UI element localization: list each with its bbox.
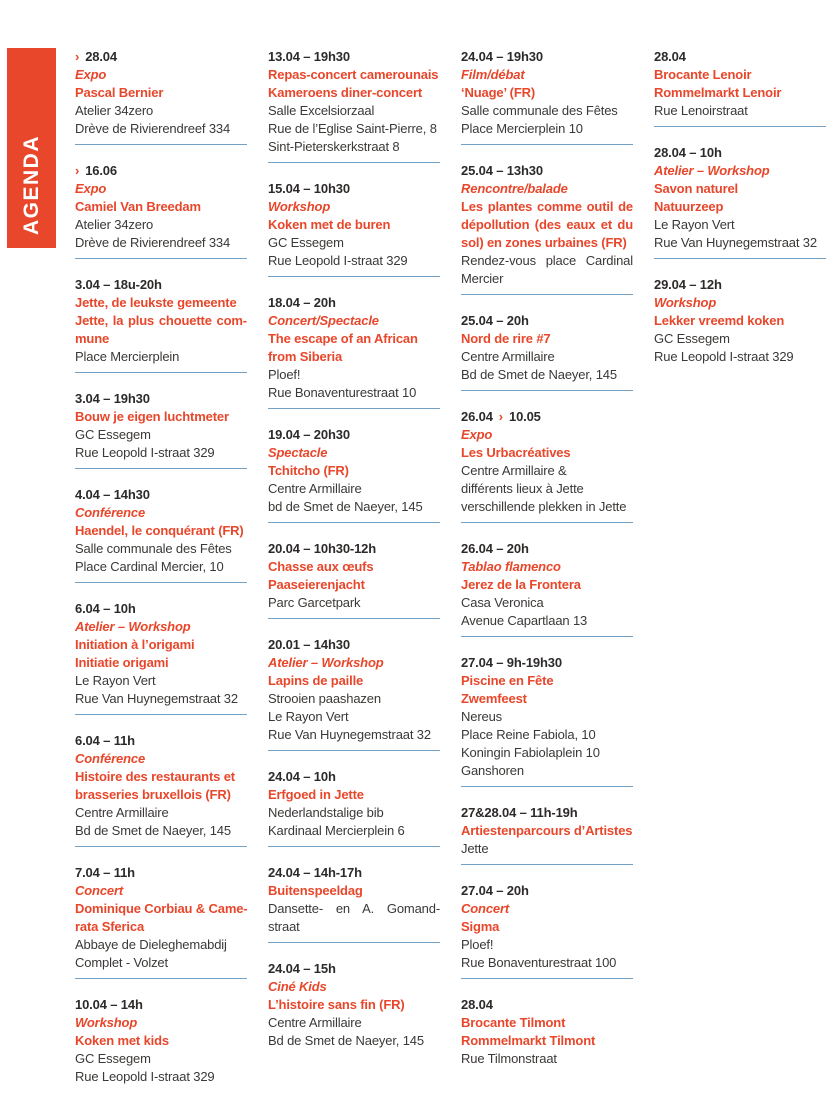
entry-category: Expo (75, 67, 107, 82)
entry-divider (75, 846, 247, 847)
entry-detail: Rue Leopold I-straat 329 (654, 349, 794, 364)
entry-title: Jerez de la Frontera (461, 577, 581, 592)
entry-title: Les Urbacréatives (461, 445, 571, 460)
agenda-column (461, 48, 633, 1086)
entry-category: Expo (461, 427, 493, 442)
entry-detail: Rue Van Huynegemstraat 32 (268, 727, 431, 742)
entry-divider (75, 144, 247, 145)
agenda-entry (75, 390, 247, 462)
entry-detail: GC Essegem (75, 427, 151, 442)
entry-divider (75, 714, 247, 715)
entry-divider (654, 126, 826, 127)
entry-title: brasseries bruxellois (FR) (75, 787, 231, 802)
entry-title: dépollution (des eaux et du (461, 217, 633, 232)
entry-category: Atelier – Workshop (654, 163, 770, 178)
agenda-entry (268, 426, 440, 516)
entry-title: Koken met de buren (268, 217, 391, 232)
entry-detail: Le Rayon Vert (654, 217, 735, 232)
entry-detail: GC Essegem (75, 1051, 151, 1066)
entry-title: Brocante Lenoir (654, 67, 752, 82)
agenda-banner (7, 48, 56, 248)
entry-date: 29.04 – 12h (654, 277, 722, 292)
agenda-entry (461, 312, 633, 384)
entry-detail: Rue Van Huynegemstraat 32 (75, 691, 238, 706)
entry-title: Buitenspeeldag (268, 883, 363, 898)
entry-detail: Ganshoren (461, 763, 524, 778)
entry-detail: Atelier 34zero (75, 217, 154, 232)
entry-divider (75, 258, 247, 259)
entry-detail: Salle communale des Fêtes (75, 541, 232, 556)
entry-date: 7.04 – 11h (75, 865, 135, 880)
entry-detail: Place Mercierplein 10 (461, 121, 583, 136)
agenda-entry (654, 144, 826, 252)
entry-divider (268, 846, 440, 847)
agenda-entry (75, 996, 247, 1086)
entry-category: Expo (75, 181, 107, 196)
entry-title: Natuurzeep (654, 199, 724, 214)
entry-title: The escape of an African (268, 331, 418, 346)
entry-category: Concert (461, 901, 510, 916)
entry-title: Zwemfeest (461, 691, 527, 706)
entry-divider (461, 144, 633, 145)
agenda-entry (75, 276, 247, 366)
entry-title: Lapins de paille (268, 673, 364, 688)
entry-divider (268, 276, 440, 277)
entry-title: Savon naturel (654, 181, 739, 196)
entry-divider (654, 258, 826, 259)
entry-date: 18.04 – 20h (268, 295, 336, 310)
agenda-banner-label: AGENDA (19, 134, 43, 235)
agenda-entry (461, 804, 633, 858)
entry-category: Conférence (75, 751, 146, 766)
entry-detail: Centre Armillaire (75, 805, 169, 820)
entry-title: Initiation à l’origami (75, 637, 195, 652)
agenda-entry (461, 408, 633, 516)
entry-detail: Nereus (461, 709, 503, 724)
entry-detail: Nederlandstalige bib (268, 805, 384, 820)
entry-divider (75, 372, 247, 373)
entry-detail: bd de Smet de Naeyer, 145 (268, 499, 423, 514)
entry-divider (268, 408, 440, 409)
agenda-entry (461, 540, 633, 630)
entry-category: Atelier – Workshop (75, 619, 191, 634)
entry-title: Rommelmarkt Tilmont (461, 1033, 596, 1048)
entry-detail: Drève de Rivierendreef 334 (75, 235, 231, 250)
entry-date: 20.04 – 10h30-12h (268, 541, 377, 556)
entry-date: 3.04 – 19h30 (75, 391, 150, 406)
entry-detail: Sint-Pieterskerkstraat 8 (268, 139, 400, 154)
agenda-entry (75, 864, 247, 972)
entry-detail: Drève de Rivierendreef 334 (75, 121, 231, 136)
entry-title: from Siberia (268, 349, 343, 364)
agenda-entry (268, 960, 440, 1050)
entry-title: Paaseierenjacht (268, 577, 365, 592)
entry-title: L’histoire sans fin (FR) (268, 997, 405, 1012)
entry-title: Kameroens diner-concert (268, 85, 423, 100)
entry-divider (268, 522, 440, 523)
entry-detail: Rue Lenoirstraat (654, 103, 748, 118)
entry-detail: Salle Excelsiorzaal (268, 103, 375, 118)
entry-divider (461, 294, 633, 295)
entry-date: 19.04 – 20h30 (268, 427, 350, 442)
entry-detail: Bd de Smet de Naeyer, 145 (75, 823, 231, 838)
agenda-entry (268, 294, 440, 402)
entry-detail: Place Mercierplein (75, 349, 180, 364)
entry-title: sol) en zones urbaines (FR) (461, 235, 627, 250)
entry-detail: straat (268, 919, 300, 934)
entry-detail: Rue Tilmonstraat (461, 1051, 557, 1066)
entry-divider (268, 750, 440, 751)
entry-title: rata Sferica (75, 919, 145, 934)
agenda-entry (75, 732, 247, 840)
agenda-column (75, 48, 247, 1086)
agenda-entry (75, 162, 247, 252)
entry-detail: Koningin Fabiolaplein 10 (461, 745, 600, 760)
entry-title: Erfgoed in Jette (268, 787, 364, 802)
entry-divider (75, 582, 247, 583)
entry-detail: Rue Leopold I-straat 329 (75, 445, 215, 460)
agenda-entry (268, 768, 440, 840)
entry-date: 25.04 – 13h30 (461, 163, 543, 178)
entry-title: Jette, de leukste gemeente (75, 295, 237, 310)
entry-date: 10.04 – 14h (75, 997, 143, 1012)
entry-detail: Avenue Capartlaan 13 (461, 613, 588, 628)
entry-date: 25.04 – 20h (461, 313, 529, 328)
agenda-entry (461, 996, 633, 1068)
agenda-entry (461, 654, 633, 780)
entry-detail: Salle communale des Fêtes (461, 103, 618, 118)
entry-date: 24.04 – 19h30 (461, 49, 543, 64)
entry-category: Tablao flamenco (461, 559, 561, 574)
agenda-entry (654, 276, 826, 366)
entry-date: 3.04 – 18u-20h (75, 277, 162, 292)
entry-category: Film/débat (461, 67, 525, 82)
chevron-icon: › (75, 163, 80, 178)
entry-title: ‘Nuage’ (FR) (461, 85, 536, 100)
entry-category: Ciné Kids (268, 979, 327, 994)
entry-detail: Ploef! (461, 937, 494, 952)
entry-detail: Bd de Smet de Naeyer, 145 (461, 367, 617, 382)
agenda-column (654, 48, 826, 1086)
entry-title: Jette, la plus chouette com- (75, 313, 247, 328)
entry-divider (461, 864, 633, 865)
entry-detail: Le Rayon Vert (268, 709, 349, 724)
entry-detail: Centre Armillaire (268, 1015, 362, 1030)
entry-category: Workshop (75, 1015, 138, 1030)
entry-category: Rencontre/balade (461, 181, 568, 196)
entry-date: 24.04 – 15h (268, 961, 336, 976)
entry-date: 26.04 – 20h (461, 541, 529, 556)
entry-detail: Rue de l’Eglise Saint-Pierre, 8 (268, 121, 437, 136)
agenda-entry (461, 48, 633, 138)
entry-category: Atelier – Workshop (268, 655, 384, 670)
entry-title: Haendel, le conquérant (FR) (75, 523, 244, 538)
agenda-column (268, 48, 440, 1086)
entry-detail: Strooien paashazen (268, 691, 381, 706)
entry-detail: Bd de Smet de Naeyer, 145 (268, 1033, 424, 1048)
entry-detail: différents lieux à Jette (461, 481, 584, 496)
entry-detail: Centre Armillaire (461, 349, 555, 364)
entry-title: Koken met kids (75, 1033, 169, 1048)
entry-divider (268, 942, 440, 943)
entry-title: Pascal Bernier (75, 85, 164, 100)
entry-detail: Casa Veronica (461, 595, 544, 610)
entry-detail: Place Cardinal Mercier, 10 (75, 559, 224, 574)
entry-category: Concert (75, 883, 124, 898)
entry-detail: Mercier (461, 271, 504, 286)
entry-date: 6.04 – 11h (75, 733, 135, 748)
entry-title: Dominique Corbiau & Came- (75, 901, 248, 916)
entry-detail: Rue Bonaventurestraat 10 (268, 385, 417, 400)
entry-divider (268, 618, 440, 619)
agenda-entry (75, 48, 247, 138)
entry-detail: Dansette- en A. Gomand- (268, 901, 440, 916)
entry-divider (75, 468, 247, 469)
entry-date: 15.04 – 10h30 (268, 181, 350, 196)
entry-category: Workshop (654, 295, 717, 310)
entry-date: › 28.04 (75, 49, 117, 64)
entry-category: Conférence (75, 505, 146, 520)
entry-divider (461, 390, 633, 391)
agenda-entry (268, 636, 440, 744)
entry-detail: Jette (461, 841, 489, 856)
agenda-entry (75, 600, 247, 708)
entry-date: 24.04 – 14h-17h (268, 865, 362, 880)
entry-title: Camiel Van Breedam (75, 199, 201, 214)
entry-date: 28.04 (654, 49, 686, 64)
agenda-entry (268, 180, 440, 270)
entry-date: 24.04 – 10h (268, 769, 336, 784)
agenda-entry (461, 162, 633, 288)
entry-date: 27&28.04 – 11h-19h (461, 805, 578, 820)
entry-divider (461, 522, 633, 523)
entry-date: 6.04 – 10h (75, 601, 136, 616)
entry-detail: Place Reine Fabiola, 10 (461, 727, 596, 742)
entry-category: Concert/Spectacle (268, 313, 379, 328)
entry-detail: Kardinaal Mercierplein 6 (268, 823, 405, 838)
entry-date: 26.04 › 10.05 (461, 409, 541, 424)
entry-detail: GC Essegem (268, 235, 344, 250)
entry-detail: Centre Armillaire & (461, 463, 567, 478)
entry-title: Rommelmarkt Lenoir (654, 85, 782, 100)
entry-title: Initiatie origami (75, 655, 169, 670)
entry-detail: Ploef! (268, 367, 301, 382)
entry-category: Workshop (268, 199, 331, 214)
entry-divider (268, 162, 440, 163)
agenda-entry (268, 864, 440, 936)
agenda-entry (654, 48, 826, 120)
entry-divider (461, 978, 633, 979)
entry-date: 13.04 – 19h30 (268, 49, 350, 64)
entry-date: › 16.06 (75, 163, 117, 178)
entry-detail: Rue Bonaventurestraat 100 (461, 955, 617, 970)
entry-detail: Rendez-vous place Cardinal (461, 253, 633, 268)
chevron-icon: › (498, 409, 503, 424)
entry-date: 4.04 – 14h30 (75, 487, 150, 502)
entry-date: 27.04 – 9h-19h30 (461, 655, 562, 670)
entry-title: Les plantes comme outil de (461, 199, 633, 214)
entry-detail: Rue Leopold I-straat 329 (268, 253, 408, 268)
agenda-entry (461, 882, 633, 972)
entry-date: 28.04 (461, 997, 493, 1012)
entry-detail: Parc Garcetpark (268, 595, 361, 610)
chevron-icon: › (75, 49, 80, 64)
entry-title: Repas-concert camerounais (268, 67, 439, 82)
entry-detail: verschillende plekken in Jette (461, 499, 627, 514)
entry-divider (461, 636, 633, 637)
entry-date: 27.04 – 20h (461, 883, 529, 898)
entry-date: 28.04 – 10h (654, 145, 722, 160)
entry-detail: GC Essegem (654, 331, 730, 346)
entry-title: Chasse aux œufs (268, 559, 374, 574)
entry-title: Piscine en Fête (461, 673, 554, 688)
entry-title: Lekker vreemd koken (654, 313, 785, 328)
entry-title: Bouw je eigen luchtmeter (75, 409, 229, 424)
entry-detail: Abbaye de Dieleghemabdij (75, 937, 227, 952)
entry-title: Brocante Tilmont (461, 1015, 566, 1030)
entry-category: Spectacle (268, 445, 328, 460)
entry-date: 20.01 – 14h30 (268, 637, 350, 652)
entry-detail: Complet - Volzet (75, 955, 168, 970)
entry-detail: Centre Armillaire (268, 481, 362, 496)
entry-detail: Atelier 34zero (75, 103, 154, 118)
entry-title: Nord de rire #7 (461, 331, 551, 346)
entry-divider (461, 786, 633, 787)
agenda-entry (268, 48, 440, 156)
entry-title: Sigma (461, 919, 500, 934)
entry-detail: Rue Leopold I-straat 329 (75, 1069, 215, 1084)
entry-title: Tchitcho (FR) (268, 463, 349, 478)
entry-title: Histoire des restaurants et (75, 769, 235, 784)
agenda-entry (268, 540, 440, 612)
entry-divider (75, 978, 247, 979)
entry-title: mune (75, 331, 110, 346)
entry-detail: Rue Van Huynegemstraat 32 (654, 235, 817, 250)
entry-detail: Le Rayon Vert (75, 673, 156, 688)
agenda-entry (75, 486, 247, 576)
agenda-columns (75, 48, 826, 1086)
entry-title: Artiestenparcours d’Artistes (461, 823, 633, 838)
